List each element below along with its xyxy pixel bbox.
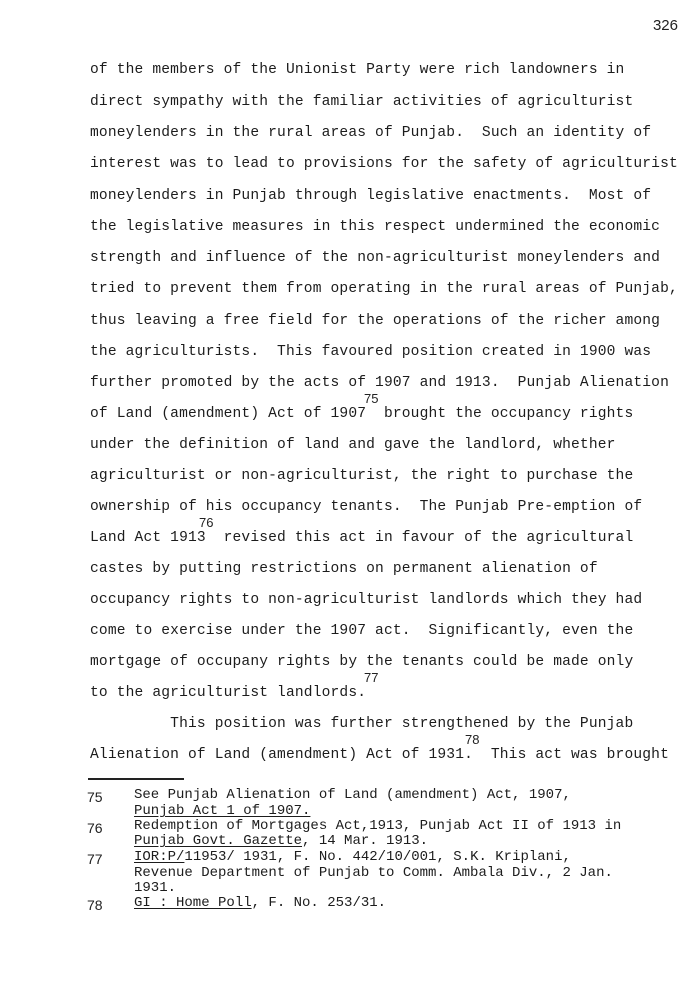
body-line: of Land (amendment) Act of 1907 brought the occupancy rights — [90, 406, 634, 422]
footnote-number: 78 — [87, 897, 103, 913]
footnote-number: 75 — [87, 789, 103, 805]
body-line: under the definition of land and gave the landlord, whether — [90, 437, 616, 453]
footnote-ref-75[interactable]: 75 — [364, 391, 379, 406]
body-line: moneylenders in the rural areas of Punjab. Such an identity of — [90, 125, 652, 141]
footnote-line: Revenue Department of Punjab to Comm. Ambala Div., 2 Jan. — [134, 865, 613, 881]
body-line: further promoted by the acts of 1907 and 1913. Punjab Alienation — [90, 375, 669, 391]
body-line: come to exercise under the 1907 act. Significantly, even the — [90, 623, 634, 639]
footnote-line: IOR:P/11953/ 1931, F. No. 442/10/001, S.K. Kriplani, — [134, 849, 571, 865]
body-line: interest was to lead to provisions for the safety of agriculturist — [90, 156, 678, 172]
footnote-ref-78[interactable]: 78 — [465, 732, 480, 747]
body-line: Alienation of Land (amendment) Act of 1931. This act was brought — [90, 747, 669, 763]
body-line: direct sympathy with the familiar activities of agriculturist — [90, 94, 634, 110]
body-line: This position was further strengthened by the Punjab — [90, 716, 634, 732]
footnote-line: Punjab Govt. Gazette, 14 Mar. 1913. — [134, 833, 429, 849]
footnote-ref-77[interactable]: 77 — [364, 670, 379, 685]
footnote-line: See Punjab Alienation of Land (amendment) Act, 1907, — [134, 787, 571, 803]
body-line: mortgage of occupany rights by the tenants could be made only — [90, 654, 634, 670]
citation-title: GI : Home Poll — [134, 895, 252, 911]
body-line: tried to prevent them from operating in the rural areas of Punjab, — [90, 281, 678, 297]
citation-title: IOR:P/ — [134, 849, 185, 865]
footnote-line: 1931. — [134, 880, 177, 896]
body-line: to the agriculturist landlords. — [90, 685, 367, 701]
body-line: of the members of the Unionist Party were rich landowners in — [90, 62, 625, 78]
footnote-number: 76 — [87, 820, 103, 836]
page-number: 326 — [652, 17, 678, 34]
footnote-line: Punjab Act 1 of 1907. — [134, 803, 311, 819]
body-line: Land Act 1913 revised this act in favour of the agricultural — [90, 530, 634, 546]
body-line: the legislative measures in this respect undermined the economic — [90, 219, 661, 235]
body-line: the agriculturists. This favoured position created in 1900 was — [90, 344, 652, 360]
footnote-ref-76[interactable]: 76 — [199, 515, 214, 530]
body-line: occupancy rights to non-agriculturist landlords which they had — [90, 592, 643, 608]
body-line: ownership of his occupancy tenants. The Punjab Pre-emption of — [90, 499, 643, 515]
body-line: castes by putting restrictions on permanent alienation of — [90, 561, 598, 577]
body-line: moneylenders in Punjab through legislative enactments. Most of — [90, 188, 652, 204]
footnote-line: GI : Home Poll, F. No. 253/31. — [134, 895, 387, 911]
footnote-line: Redemption of Mortgages Act,1913, Punjab Act II of 1913 in — [134, 818, 622, 834]
citation-title: Punjab Govt. Gazette — [134, 833, 303, 849]
footnote-number: 77 — [87, 851, 103, 867]
body-line: thus leaving a free field for the operations of the richer among — [90, 313, 661, 329]
footnote-divider — [88, 778, 184, 780]
body-line: agriculturist or non-agriculturist, the right to purchase the — [90, 468, 634, 484]
body-line: strength and influence of the non-agriculturist moneylenders and — [90, 250, 661, 266]
